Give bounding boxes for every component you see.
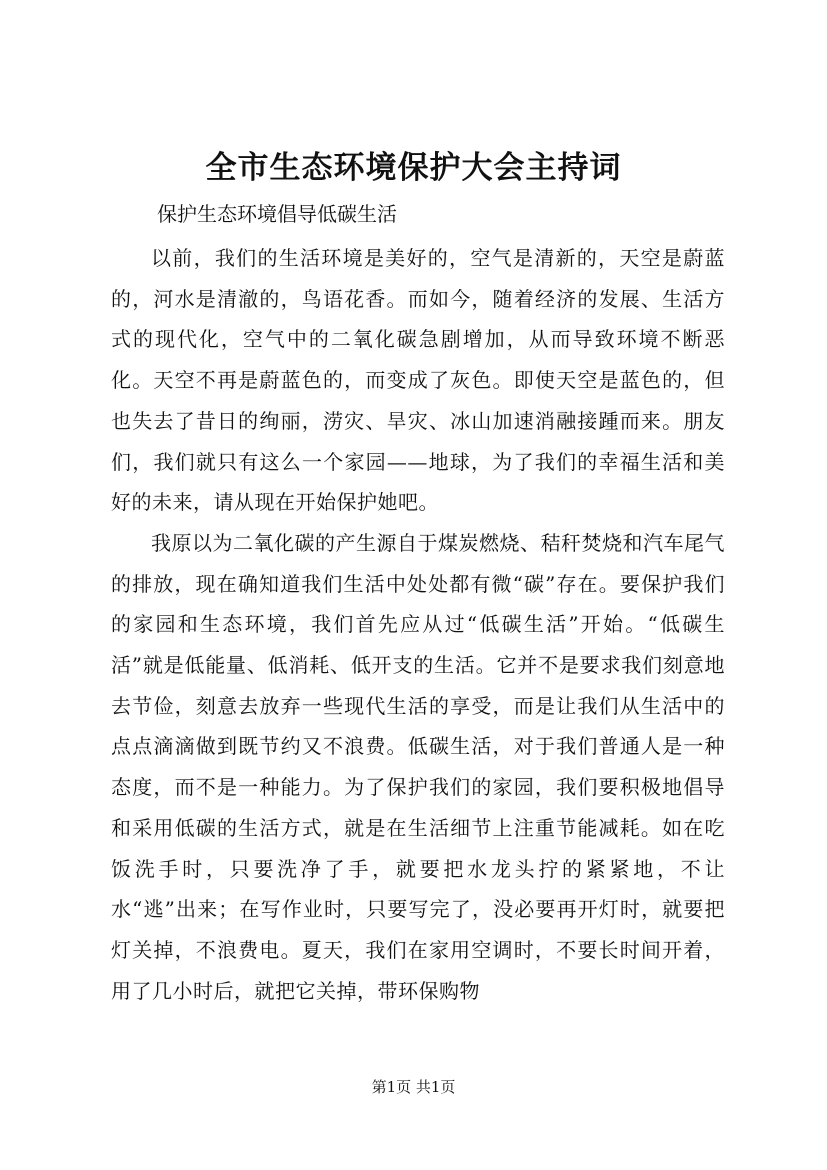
paragraph: 以前，我们的生活环境是美好的，空气是清新的，天空是蔚蓝的，河水是清澈的，鸟语花香。而如今，随着经济的发展、生活方式的现代化，空气中的二氧化碳急剧增加，从而导致环境不断恶化。天空不再是蔚蓝色的，而变成了灰色。即使天空是蓝色的，但也失去了昔日的绚丽，涝灾、旱灾、冰山加速消融接踵而来。朋友们，我们就只有这么一个家园——地球，为了我们的幸福生活和美好的未来，请从现在开始保护她吧。: [111, 246, 725, 515]
document-subtitle: 保护生态环境倡导低碳生活: [157, 202, 397, 226]
document-body: [111, 238, 725, 1011]
page-footer: 第1页 共1页: [371, 1078, 456, 1096]
document-title: 全市生态环境保护大会主持词: [205, 150, 622, 186]
paragraph: 我原以为二氧化碳的产生源自于煤炭燃烧、秸秆焚烧和汽车尾气的排放，现在确知道我们生活中处处都有微“碳”存在。要保护我们的家园和生态环境，我们首先应从过“低碳生活”开始。“低碳生活”就是低能量、低消耗、低开支的生活。它并不是要求我们刻意地去节俭，刻意去放弃一些现代生活的享受，而是让我们从生活中的点点滴滴做到既节约又不浪费。低碳生活，对于我们普通人是一种态度，而不是一种能力。为了保护我们的家园，我们要积极地倡导和采用低碳的生活方式，就是在生活细节上注重节能减耗。如在吃饭洗手时，只要洗净了手，就要把水龙头拧的紧紧地，不让水“逃”出来；在写作业时，只要写完了，没必要再开灯时，就要把灯关掉，不浪费电。夏天，我们在家用空调时，不要长时间开着，用了几小时后，就把它关掉，带环保购物: [111, 530, 725, 1003]
